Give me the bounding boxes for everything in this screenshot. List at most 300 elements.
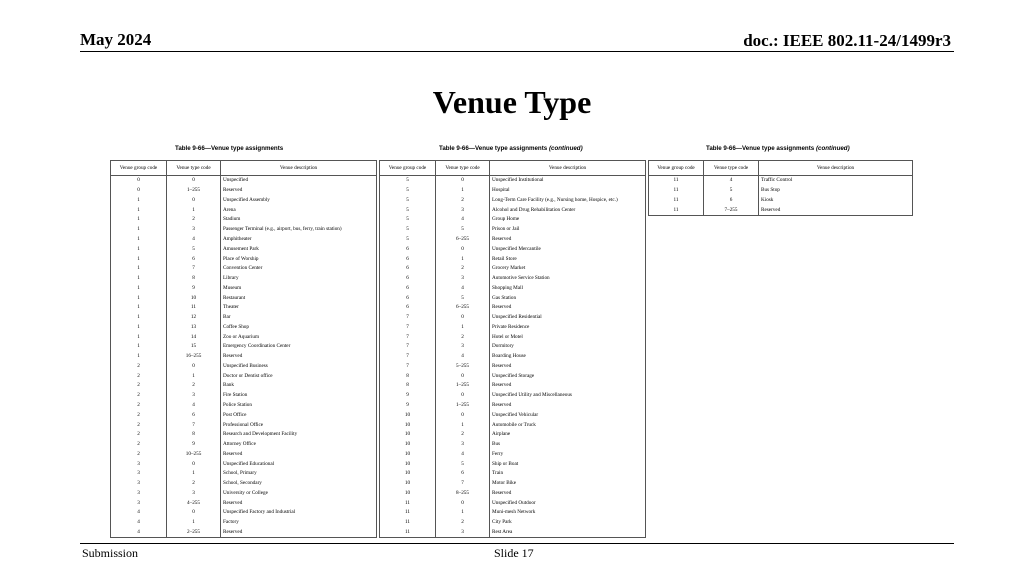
venue-type-code-cell: 9 (167, 440, 221, 450)
venue-group-code-cell: 7 (380, 342, 436, 352)
table-row (380, 235, 646, 245)
venue-group-code-cell: 2 (111, 381, 167, 391)
venue-description-cell: Unspecified Utility and Miscellaneous (490, 391, 646, 401)
venue-description-cell: Reserved (490, 489, 646, 499)
table-row (649, 196, 913, 206)
venue-type-code-cell: 6 (167, 254, 221, 264)
venue-type-code-cell: 8–255 (436, 489, 490, 499)
table-row (111, 420, 377, 430)
venue-description-cell: Reserved (221, 528, 377, 538)
venue-group-code-cell: 10 (380, 410, 436, 420)
venue-description-cell: Reserved (490, 362, 646, 372)
venue-description-cell: Rest Area (490, 528, 646, 538)
venue-group-code-cell: 11 (649, 196, 704, 206)
table-row (380, 430, 646, 440)
venue-group-code-cell: 11 (380, 508, 436, 518)
venue-description-cell: Hotel or Motel (490, 332, 646, 342)
venue-description-cell: Reserved (221, 352, 377, 362)
table-row (380, 420, 646, 430)
venue-description-cell: Hospital (490, 186, 646, 196)
table-row (380, 264, 646, 274)
venue-group-code-cell: 1 (111, 332, 167, 342)
table-row (111, 430, 377, 440)
venue-description-cell: Group Home (490, 215, 646, 225)
venue-description-cell: Unspecified Educational (221, 459, 377, 469)
venue-group-code-cell: 10 (380, 459, 436, 469)
venue-group-code-cell: 10 (380, 440, 436, 450)
venue-description-cell: Amphitheater (221, 235, 377, 245)
venue-type-code-cell: 7–255 (704, 205, 759, 215)
venue-description-cell: Convention Center (221, 264, 377, 274)
venue-description-cell: Reserved (759, 205, 913, 215)
venue-type-code-cell: 16–255 (167, 352, 221, 362)
venue-type-code-cell: 3 (167, 225, 221, 235)
table-row (111, 401, 377, 411)
table-row (649, 186, 913, 196)
table-row (380, 352, 646, 362)
venue-group-code-cell: 10 (380, 489, 436, 499)
table-row (111, 391, 377, 401)
table-row (380, 283, 646, 293)
venue-group-code-cell: 3 (111, 479, 167, 489)
venue-description-cell: Restaurant (221, 293, 377, 303)
venue-group-code-cell: 7 (380, 313, 436, 323)
venue-description-cell: Motor Bike (490, 479, 646, 489)
venue-description-cell: Reserved (490, 381, 646, 391)
venue-description-cell: Unspecified Assembly (221, 196, 377, 206)
venue-group-code-cell: 7 (380, 332, 436, 342)
venue-description-cell: Dormitory (490, 342, 646, 352)
venue-description-cell: Reserved (221, 186, 377, 196)
table-row (380, 362, 646, 372)
venue-description-cell: Ferry (490, 449, 646, 459)
table-row (111, 508, 377, 518)
table-row (111, 381, 377, 391)
venue-group-code-cell: 10 (380, 430, 436, 440)
table-row (380, 225, 646, 235)
table-row (111, 352, 377, 362)
venue-type-code-cell: 5–255 (436, 362, 490, 372)
table-row (380, 410, 646, 420)
venue-group-code-cell: 7 (380, 352, 436, 362)
venue-type-code-cell: 4 (436, 283, 490, 293)
venue-type-code-cell: 0 (167, 176, 221, 186)
venue-type-code-cell: 0 (436, 391, 490, 401)
venue-group-code-cell: 5 (380, 225, 436, 235)
venue-type-code-cell: 4–255 (167, 498, 221, 508)
venue-description-cell: Kiosk (759, 196, 913, 206)
table-row (380, 469, 646, 479)
column-header: Venue description (490, 161, 646, 176)
venue-description-cell: Unspecified Storage (490, 371, 646, 381)
venue-table-3 (648, 160, 913, 216)
venue-type-code-cell: 5 (436, 293, 490, 303)
venue-description-cell: Retail Store (490, 254, 646, 264)
venue-group-code-cell: 10 (380, 479, 436, 489)
table-row (380, 303, 646, 313)
venue-description-cell: Grocery Market (490, 264, 646, 274)
venue-description-cell: Place of Worship (221, 254, 377, 264)
venue-type-code-cell: 2–255 (167, 528, 221, 538)
venue-description-cell: Boarding House (490, 352, 646, 362)
venue-type-code-cell: 0 (436, 371, 490, 381)
venue-type-code-cell: 2 (436, 518, 490, 528)
column-header: Venue group code (111, 161, 167, 176)
venue-type-code-cell: 2 (436, 264, 490, 274)
table-row (380, 401, 646, 411)
venue-description-cell: Doctor or Dentist office (221, 371, 377, 381)
venue-group-code-cell: 2 (111, 401, 167, 411)
venue-group-code-cell: 9 (380, 391, 436, 401)
venue-type-code-cell: 2 (167, 381, 221, 391)
table-row (380, 371, 646, 381)
venue-type-code-cell: 0 (167, 196, 221, 206)
table-row (649, 205, 913, 215)
venue-group-code-cell: 3 (111, 469, 167, 479)
table-caption-1: Table 9-66—Venue type assignments (175, 145, 284, 152)
venue-description-cell: Post Office (221, 410, 377, 420)
venue-description-cell: University or College (221, 489, 377, 499)
venue-type-code-cell: 6 (436, 469, 490, 479)
venue-group-code-cell: 5 (380, 176, 436, 186)
venue-group-code-cell: 5 (380, 186, 436, 196)
venue-group-code-cell: 2 (111, 430, 167, 440)
venue-description-cell: Arena (221, 205, 377, 215)
venue-description-cell: Reserved (490, 303, 646, 313)
venue-type-code-cell: 0 (436, 244, 490, 254)
venue-type-code-cell: 3 (436, 440, 490, 450)
table-row (380, 391, 646, 401)
venue-type-code-cell: 14 (167, 332, 221, 342)
venue-type-code-cell: 3 (167, 391, 221, 401)
column-header: Venue type code (436, 161, 490, 176)
venue-type-code-cell: 4 (167, 235, 221, 245)
venue-description-cell: Bank (221, 381, 377, 391)
table-row (380, 254, 646, 264)
venue-description-cell: Coffee Shop (221, 322, 377, 332)
venue-group-code-cell: 2 (111, 391, 167, 401)
venue-group-code-cell: 5 (380, 215, 436, 225)
venue-type-code-cell: 3 (167, 489, 221, 499)
venue-group-code-cell: 7 (380, 322, 436, 332)
table-row (111, 449, 377, 459)
venue-type-code-cell: 1 (436, 186, 490, 196)
table-row (380, 449, 646, 459)
venue-description-cell: Automobile or Truck (490, 420, 646, 430)
venue-type-code-cell: 1 (167, 518, 221, 528)
venue-type-code-cell: 6 (704, 196, 759, 206)
venue-type-code-cell: 3 (436, 528, 490, 538)
venue-group-code-cell: 4 (111, 508, 167, 518)
slide-title: Venue Type (432, 84, 592, 120)
venue-group-code-cell: 6 (380, 283, 436, 293)
venue-type-code-cell: 9 (167, 283, 221, 293)
column-header: Venue description (759, 161, 913, 176)
venue-group-code-cell: 1 (111, 322, 167, 332)
venue-type-code-cell: 6–255 (436, 303, 490, 313)
table-row (380, 215, 646, 225)
table-row (380, 528, 646, 538)
venue-table-2 (379, 160, 646, 538)
table-row (380, 459, 646, 469)
column-header: Venue group code (649, 161, 704, 176)
venue-group-code-cell: 7 (380, 362, 436, 372)
table-row (380, 479, 646, 489)
venue-group-code-cell: 1 (111, 225, 167, 235)
venue-description-cell: Emergency Coordination Center (221, 342, 377, 352)
venue-description-cell: Muni-mesh Network (490, 508, 646, 518)
venue-type-code-cell: 2 (436, 430, 490, 440)
table-row (111, 489, 377, 499)
slide-number: Slide 17 (494, 546, 534, 560)
venue-description-cell: City Park (490, 518, 646, 528)
venue-group-code-cell: 11 (380, 528, 436, 538)
venue-description-cell: Zoo or Aquarium (221, 332, 377, 342)
table-row (380, 489, 646, 499)
venue-table-1 (110, 160, 377, 538)
table-row (380, 274, 646, 284)
venue-description-cell: Airplane (490, 430, 646, 440)
table-row (111, 459, 377, 469)
venue-type-code-cell: 6 (167, 410, 221, 420)
table-row (111, 205, 377, 215)
venue-group-code-cell: 1 (111, 313, 167, 323)
table-row (111, 479, 377, 489)
venue-group-code-cell: 0 (111, 176, 167, 186)
venue-description-cell: Reserved (221, 449, 377, 459)
table-row (111, 410, 377, 420)
venue-type-code-cell: 1–255 (436, 381, 490, 391)
table-row (111, 332, 377, 342)
table-row (380, 244, 646, 254)
venue-description-cell: Train (490, 469, 646, 479)
table-row (111, 293, 377, 303)
venue-type-code-cell: 1 (167, 469, 221, 479)
table-row (380, 381, 646, 391)
venue-group-code-cell: 6 (380, 293, 436, 303)
venue-group-code-cell: 0 (111, 186, 167, 196)
table-row (111, 371, 377, 381)
venue-type-code-cell: 7 (167, 420, 221, 430)
venue-description-cell: Ship or Boat (490, 459, 646, 469)
venue-group-code-cell: 9 (380, 401, 436, 411)
venue-group-code-cell: 2 (111, 420, 167, 430)
table-row (111, 362, 377, 372)
table-row (111, 215, 377, 225)
venue-description-cell: Theater (221, 303, 377, 313)
venue-type-code-cell: 4 (436, 215, 490, 225)
venue-group-code-cell: 1 (111, 235, 167, 245)
venue-description-cell: School, Secondary (221, 479, 377, 489)
venue-description-cell: Unspecified (221, 176, 377, 186)
venue-description-cell: Traffic Control (759, 176, 913, 186)
venue-type-code-cell: 4 (704, 176, 759, 186)
venue-group-code-cell: 1 (111, 215, 167, 225)
table-row (111, 469, 377, 479)
venue-group-code-cell: 4 (111, 528, 167, 538)
venue-description-cell: Factory (221, 518, 377, 528)
venue-type-code-cell: 10 (167, 293, 221, 303)
venue-type-code-cell: 1 (436, 254, 490, 264)
venue-description-cell: Automotive Service Station (490, 274, 646, 284)
venue-description-cell: Alcohol and Drug Rehabilitation Center (490, 205, 646, 215)
venue-description-cell: Private Residence (490, 322, 646, 332)
table-row (111, 235, 377, 245)
header-doc-id: doc.: IEEE 802.11-24/1499r3 (743, 31, 951, 50)
venue-group-code-cell: 1 (111, 196, 167, 206)
table-row (649, 176, 913, 186)
venue-type-code-cell: 2 (167, 215, 221, 225)
venue-type-code-cell: 2 (436, 332, 490, 342)
header-divider (80, 51, 954, 52)
venue-description-cell: Shopping Mall (490, 283, 646, 293)
table-row (111, 283, 377, 293)
venue-type-code-cell: 10–255 (167, 449, 221, 459)
table-row (111, 440, 377, 450)
venue-description-cell: Reserved (490, 235, 646, 245)
venue-description-cell: Research and Development Facility (221, 430, 377, 440)
venue-group-code-cell: 6 (380, 244, 436, 254)
table-row (111, 264, 377, 274)
venue-type-code-cell: 0 (436, 313, 490, 323)
venue-description-cell: Bus (490, 440, 646, 450)
venue-description-cell: Unspecified Mercantile (490, 244, 646, 254)
venue-type-code-cell: 0 (436, 410, 490, 420)
table-row (111, 498, 377, 508)
table-row (111, 303, 377, 313)
table-row (380, 342, 646, 352)
venue-type-code-cell: 15 (167, 342, 221, 352)
venue-group-code-cell: 1 (111, 274, 167, 284)
venue-type-code-cell: 2 (167, 479, 221, 489)
venue-group-code-cell: 2 (111, 410, 167, 420)
venue-type-code-cell: 1 (436, 322, 490, 332)
column-header: Venue type code (167, 161, 221, 176)
venue-description-cell: Museum (221, 283, 377, 293)
venue-description-cell: Unspecified Outdoor (490, 498, 646, 508)
venue-group-code-cell: 10 (380, 449, 436, 459)
venue-group-code-cell: 1 (111, 264, 167, 274)
table-row (380, 205, 646, 215)
table-row (111, 342, 377, 352)
table-row (111, 322, 377, 332)
venue-group-code-cell: 3 (111, 459, 167, 469)
venue-description-cell: Unspecified Factory and Industrial (221, 508, 377, 518)
venue-group-code-cell: 10 (380, 420, 436, 430)
table-row (380, 508, 646, 518)
venue-description-cell: Professional Office (221, 420, 377, 430)
table-row (111, 176, 377, 186)
table-row (111, 244, 377, 254)
venue-description-cell: Library (221, 274, 377, 284)
venue-group-code-cell: 3 (111, 498, 167, 508)
venue-group-code-cell: 1 (111, 352, 167, 362)
venue-type-code-cell: 4 (436, 352, 490, 362)
venue-type-code-cell: 0 (167, 459, 221, 469)
venue-group-code-cell: 6 (380, 264, 436, 274)
venue-type-code-cell: 0 (436, 176, 490, 186)
footer-submission: Submission (82, 546, 139, 560)
venue-type-code-cell: 2 (436, 196, 490, 206)
venue-type-code-cell: 1–255 (167, 186, 221, 196)
table-row (111, 518, 377, 528)
venue-description-cell: Gas Station (490, 293, 646, 303)
venue-group-code-cell: 2 (111, 362, 167, 372)
venue-description-cell: Attorney Office (221, 440, 377, 450)
venue-group-code-cell: 5 (380, 196, 436, 206)
table-caption-3: Table 9-66—Venue type assignments (continued) (706, 145, 850, 152)
venue-description-cell: Unspecified Business (221, 362, 377, 372)
venue-group-code-cell: 1 (111, 293, 167, 303)
table-row (111, 274, 377, 284)
venue-type-code-cell: 13 (167, 322, 221, 332)
venue-type-code-cell: 8 (167, 430, 221, 440)
venue-description-cell: Reserved (490, 401, 646, 411)
venue-description-cell: Bus Stop (759, 186, 913, 196)
venue-group-code-cell: 6 (380, 303, 436, 313)
venue-type-code-cell: 11 (167, 303, 221, 313)
venue-type-code-cell: 4 (436, 449, 490, 459)
venue-type-code-cell: 1 (167, 205, 221, 215)
table-row (380, 322, 646, 332)
venue-group-code-cell: 1 (111, 254, 167, 264)
venue-group-code-cell: 11 (649, 205, 704, 215)
venue-description-cell: Police Station (221, 401, 377, 411)
table-row (111, 186, 377, 196)
table-row (111, 313, 377, 323)
table-row (380, 186, 646, 196)
table-row (380, 498, 646, 508)
table-row (111, 225, 377, 235)
venue-type-code-cell: 5 (436, 459, 490, 469)
venue-type-code-cell: 3 (436, 205, 490, 215)
table-row (111, 254, 377, 264)
venue-group-code-cell: 2 (111, 440, 167, 450)
venue-group-code-cell: 1 (111, 244, 167, 254)
venue-group-code-cell: 10 (380, 469, 436, 479)
table-row (380, 332, 646, 342)
venue-type-code-cell: 1 (167, 371, 221, 381)
table-row (380, 440, 646, 450)
venue-group-code-cell: 6 (380, 274, 436, 284)
venue-group-code-cell: 5 (380, 205, 436, 215)
footer-divider (80, 543, 954, 544)
table-row (380, 313, 646, 323)
venue-group-code-cell: 1 (111, 205, 167, 215)
venue-description-cell: Unspecified Vehicular (490, 410, 646, 420)
venue-description-cell: Fire Station (221, 391, 377, 401)
venue-description-cell: Unspecified Institutional (490, 176, 646, 186)
venue-type-code-cell: 7 (167, 264, 221, 274)
column-header: Venue type code (704, 161, 759, 176)
table-row (111, 196, 377, 206)
table-row (380, 176, 646, 186)
venue-type-code-cell: 5 (704, 186, 759, 196)
venue-description-cell: Passenger Terminal (e.g., airport, bus, ferry, train station) (221, 225, 377, 235)
venue-group-code-cell: 1 (111, 303, 167, 313)
venue-type-code-cell: 7 (436, 479, 490, 489)
venue-group-code-cell: 11 (649, 186, 704, 196)
venue-type-code-cell: 6–255 (436, 235, 490, 245)
venue-description-cell: Prison or Jail (490, 225, 646, 235)
table-row (111, 528, 377, 538)
venue-group-code-cell: 1 (111, 283, 167, 293)
venue-type-code-cell: 5 (167, 244, 221, 254)
venue-description-cell: Unspecified Residential (490, 313, 646, 323)
table-caption-2: Table 9-66—Venue type assignments (continued) (439, 145, 583, 152)
venue-description-cell: Amusement Park (221, 244, 377, 254)
venue-group-code-cell: 1 (111, 342, 167, 352)
